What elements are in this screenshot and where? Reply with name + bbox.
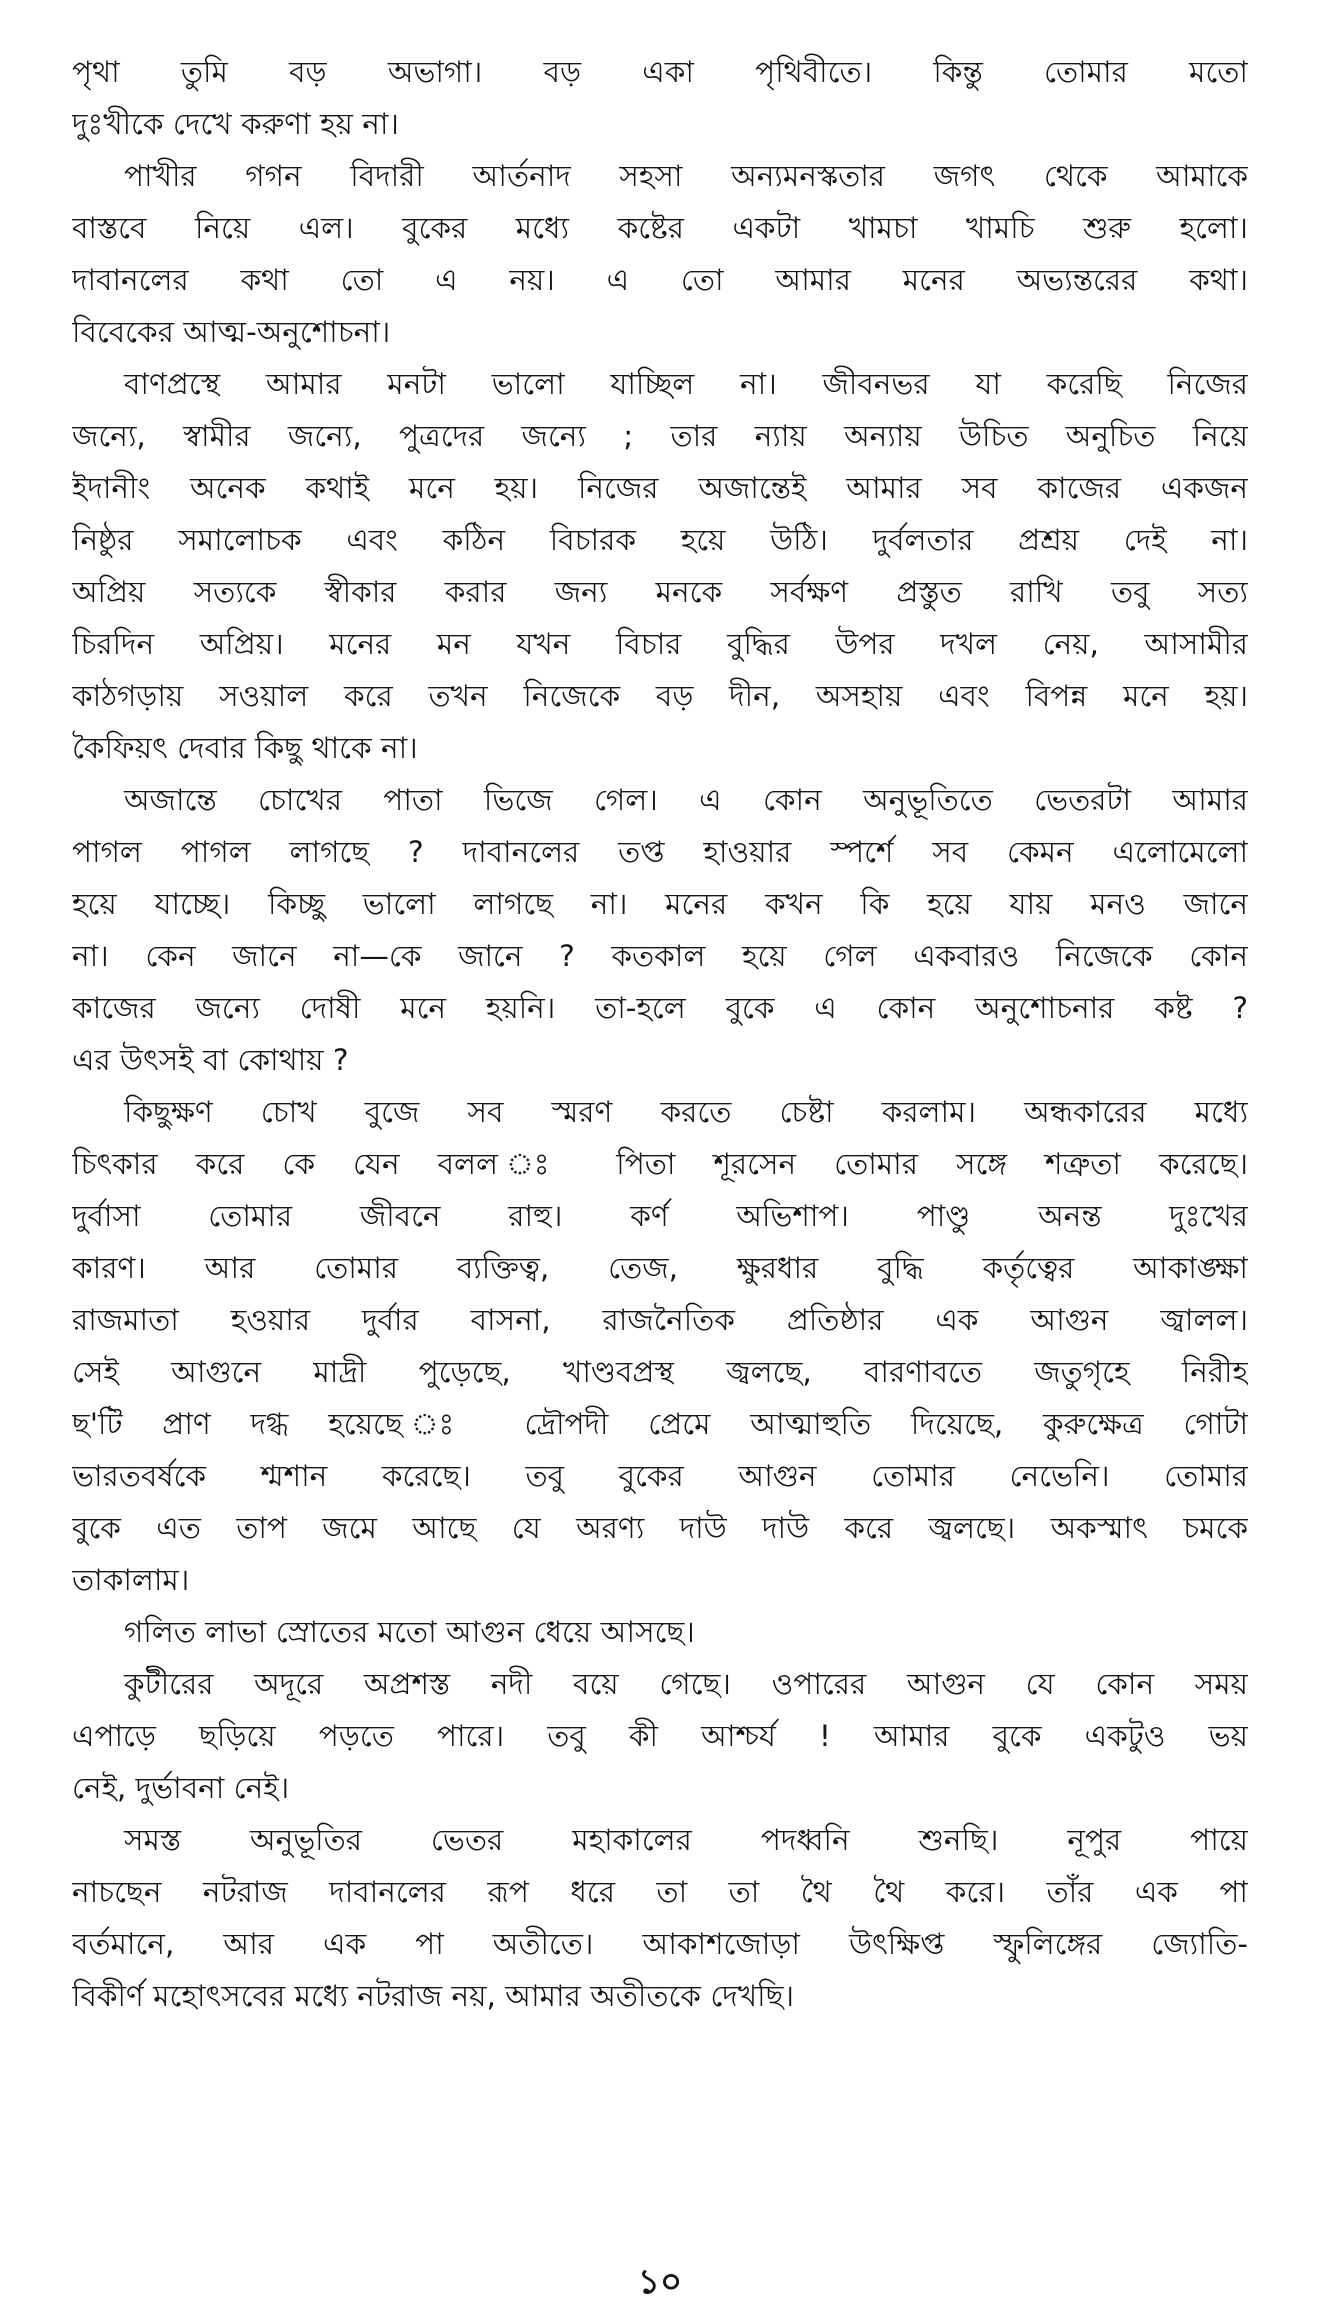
- text-line: বুকে এত তাপ জমে আছে যে অরণ্য দাউ দাউ করে জ্বলছে। অকস্মাৎ চমকে: [72, 1511, 1248, 1545]
- text-line: তাকালাম।: [72, 1563, 190, 1597]
- text-line: ছ'টি প্রাণ দগ্ধ হয়েছে ঃ দ্রৌপদী প্রেমে আত্মাহুতি দিয়েছে, কুরুক্ষেত্র গোটা: [72, 1407, 1248, 1441]
- text-line: নেই, দুর্ভাবনা নেই।: [72, 1771, 290, 1805]
- text-line: পাখীর গগন বিদারী আর্তনাদ সহসা অন্যমনস্কতার জগৎ থেকে আমাকে: [124, 159, 1248, 193]
- text-line: জন্যে, স্বামীর জন্যে, পুত্রদের জন্যে ; তার ন্যায় অন্যায় উচিত অনুচিত নিয়ে: [72, 419, 1248, 453]
- text-line: সেই আগুনে মাদ্রী পুড়েছে, খাণ্ডবপ্রস্থ জ্বলছে, বারণাবতে জতুগৃহে নিরীহ: [72, 1355, 1248, 1389]
- page-number: ১০: [637, 2262, 683, 2302]
- text-line: দাবানলের কথা তো এ নয়। এ তো আমার মনের অভ্যন্তরের কথা।: [72, 263, 1248, 297]
- text-line: কুটীরের অদূরে অপ্রশস্ত নদী বয়ে গেছে। ওপারের আগুন যে কোন সময়: [124, 1667, 1248, 1701]
- text-line: কারণ। আর তোমার ব্যক্তিত্ব, তেজ, ক্ষুরধার বুদ্ধি কর্তৃত্বের আকাঙ্ক্ষা: [72, 1251, 1248, 1285]
- text-line: রাজমাতা হওয়ার দুর্বার বাসনা, রাজনৈতিক প্রতিষ্ঠার এক আগুন জ্বালল।: [72, 1303, 1248, 1337]
- text-line: চিৎকার করে কে যেন বলল ঃ পিতা শূরসেন তোমার সঙ্গে শত্রুতা করেছে।: [72, 1147, 1248, 1181]
- text-line: এপাড়ে ছড়িয়ে পড়তে পারে। তবু কী আশ্চর্য ! আমার বুকে একটুও ভয়: [72, 1719, 1248, 1753]
- text-line: ইদানীং অনেক কথাই মনে হয়। নিজের অজান্তেই আমার সব কাজের একজন: [72, 471, 1248, 505]
- text-line: দুর্বাসা তোমার জীবনে রাহু। কর্ণ অভিশাপ। পাণ্ডু অনন্ত দুঃখের: [72, 1199, 1248, 1233]
- text-line: গলিত লাভা স্রোতের মতো আগুন ধেয়ে আসছে।: [124, 1615, 695, 1649]
- text-line: সমস্ত অনুভূতির ভেতর মহাকালের পদধ্বনি শুনছি। নূপুর পায়ে: [124, 1823, 1248, 1857]
- text-line: বাণপ্রস্থে আমার মনটা ভালো যাচ্ছিল না। জীবনভর যা করেছি নিজের: [124, 367, 1248, 401]
- text-line: পাগল পাগল লাগছে ? দাবানলের তপ্ত হাওয়ার স্পর্শে সব কেমন এলোমেলো: [72, 835, 1248, 869]
- text-line: কাজের জন্যে দোষী মনে হয়নি। তা-হলে বুকে এ কোন অনুশোচনার কষ্ট ?: [72, 991, 1248, 1025]
- text-line: এর উৎসই বা কোথায় ?: [72, 1043, 349, 1077]
- text-line: কাঠগড়ায় সওয়াল করে তখন নিজেকে বড় দীন, অসহায় এবং বিপন্ন মনে হয়।: [72, 679, 1248, 713]
- text-line: পৃথা তুমি বড় অভাগা। বড় একা পৃথিবীতে। কিন্তু তোমার মতো: [72, 55, 1248, 89]
- text-line: ভারতবর্ষকে শ্মশান করেছে। তবু বুকের আগুন তোমার নেভেনি। তোমার: [72, 1459, 1248, 1493]
- text-line: বর্তমানে, আর এক পা অতীতে। আকাশজোড়া উৎক্ষিপ্ত স্ফুলিঙ্গের জ্যোতি-: [72, 1927, 1248, 1961]
- text-line: অজান্তে চোখের পাতা ভিজে গেল। এ কোন অনুভূতিতে ভেতরটা আমার: [124, 783, 1248, 817]
- text-line: চিরদিন অপ্রিয়। মনের মন যখন বিচার বুদ্ধির উপর দখল নেয়, আসামীর: [72, 627, 1248, 661]
- text-line: নাচছেন নটরাজ দাবানলের রূপ ধরে তা তা থৈ থৈ করে। তাঁর এক পা: [72, 1875, 1248, 1909]
- text-line: কৈফিয়ৎ দেবার কিছু থাকে না।: [72, 731, 418, 765]
- text-line: বিবেকের আত্ম-অনুশোচনা।: [72, 315, 391, 349]
- text-line: অপ্রিয় সত্যকে স্বীকার করার জন্য মনকে সর্বক্ষণ প্রস্তুত রাখি তবু সত্য: [72, 575, 1248, 609]
- text-line: বাস্তবে নিয়ে এল। বুকের মধ্যে কষ্টের একটা খামচা খামচি শুরু হলো।: [72, 211, 1248, 245]
- text-line: নিষ্ঠুর সমালোচক এবং কঠিন বিচারক হয়ে উঠি। দুর্বলতার প্রশ্রয় দেই না।: [72, 523, 1248, 557]
- text-line: দুঃখীকে দেখে করুণা হয় না।: [72, 107, 399, 141]
- text-line: বিকীর্ণ মহোৎসবের মধ্যে নটরাজ নয়, আমার অতীতকে দেখছি।: [72, 1979, 795, 2013]
- text-line: কিছুক্ষণ চোখ বুজে সব স্মরণ করতে চেষ্টা করলাম। অন্ধকারের মধ্যে: [124, 1095, 1248, 1129]
- text-line: না। কেন জানে না—কে জানে ? কতকাল হয়ে গেল একবারও নিজেকে কোন: [72, 939, 1248, 973]
- text-line: হয়ে যাচ্ছে। কিচ্ছু ভালো লাগছে না। মনের কখন কি হয়ে যায় মনও জানে: [72, 887, 1248, 921]
- page-body-text: [72, 46, 1248, 2022]
